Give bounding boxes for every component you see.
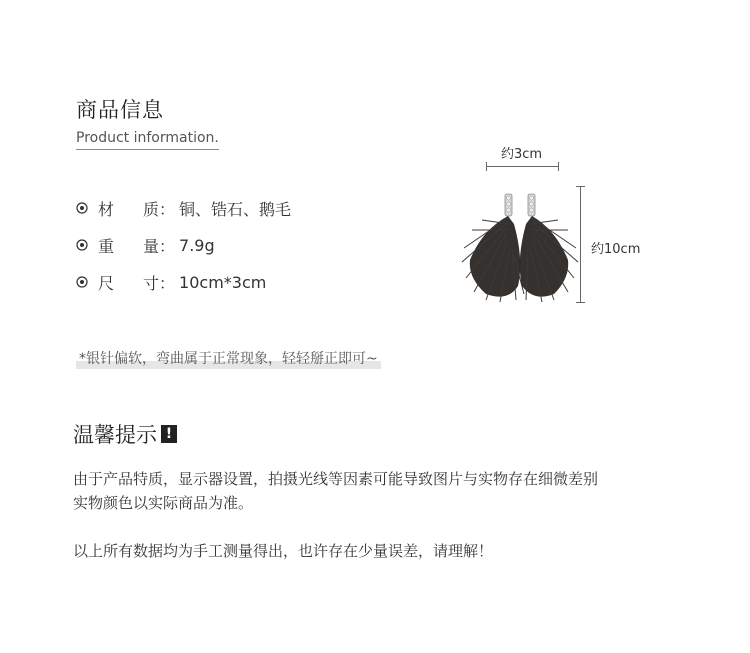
care-note: *银针偏软，弯曲属于正常现象，轻轻掰正即可~ [76,348,381,369]
height-dimension-label: 约10cm [591,242,641,257]
feather-earring-image [460,190,580,305]
width-dimension-line [486,166,559,167]
tips-title-text: 温馨提示 [73,423,157,447]
height-dimension-line [580,186,581,302]
height-dimension-tick [576,186,585,187]
spec-value: 10cm*3cm [179,272,267,292]
product-info-title: 商品信息 [76,98,164,122]
tip-line: 由于产品特质，显示器设置，拍摄光线等因素可能导致图片与实物存在细微差别 [73,470,599,488]
spec-row-size [76,271,266,293]
spec-label: 质 [143,199,160,219]
target-bullet-icon [76,276,88,288]
crystal-stud-icon [505,194,535,216]
tip-line: 实物颜色以实际商品为准。 [73,494,254,512]
spec-value: 7.9g [179,235,215,255]
spec-label: 量 [143,236,160,256]
spec-row-weight [76,234,215,256]
spec-row-material [76,197,291,219]
width-dimension-tick [486,162,487,171]
exclamation-icon: ! [161,425,177,443]
spec-separator: ： [159,199,176,219]
spec-separator: ： [159,273,176,293]
spec-label: 尺 [98,273,115,293]
spec-label: 材 [98,199,115,219]
product-info-subtitle: Product information. [76,130,219,150]
spec-label: 重 [98,236,115,256]
tip-line: 以上所有数据均为手工测量得出，也许存在少量误差，请理解！ [73,542,494,560]
width-dimension-label: 约3cm [501,147,543,162]
feather-icon [520,216,578,302]
tips-title [73,419,177,449]
spec-label: 寸 [143,273,160,293]
spec-value: 铜、锆石、鹅毛 [179,199,292,219]
spec-separator: ： [159,236,176,256]
width-dimension-tick [558,162,559,171]
target-bullet-icon [76,239,88,251]
target-bullet-icon [76,202,88,214]
feather-icon [462,216,524,302]
